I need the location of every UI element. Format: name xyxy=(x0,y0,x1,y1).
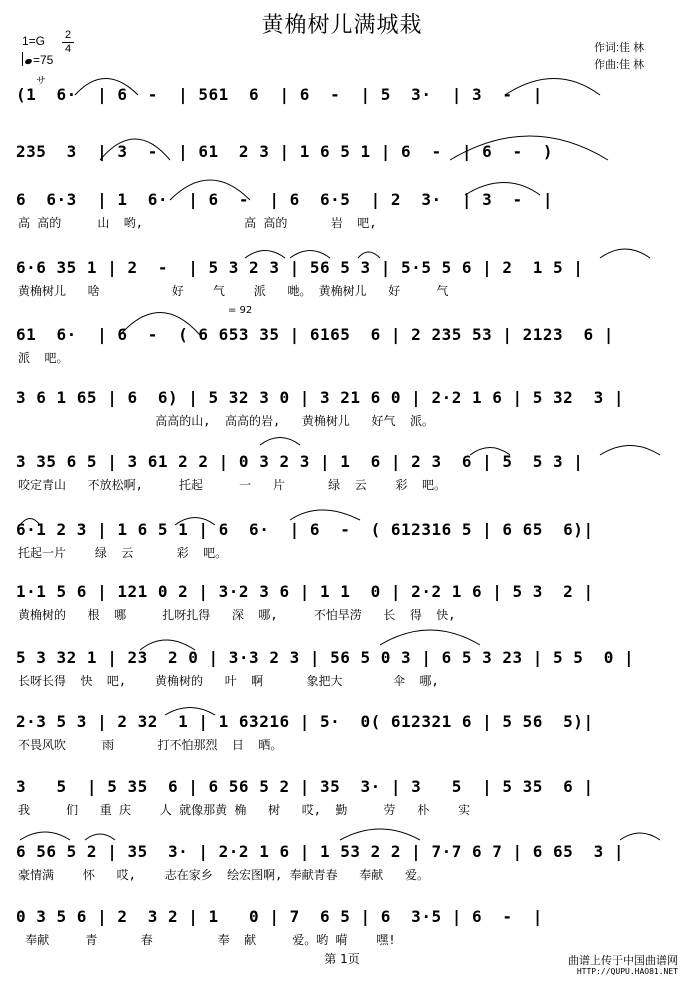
time-signature-top: 2 xyxy=(64,29,72,41)
lyric-line: 我 们 重 庆 人 就像那黄 桷 树 哎, 勤 劳 朴 实 xyxy=(18,803,471,817)
score-row xyxy=(0,85,684,145)
tempo-value: =75 xyxy=(33,53,54,67)
watermark-line1: 曲谱上传于中国曲谱网 xyxy=(568,954,678,967)
score-row xyxy=(0,388,684,448)
score-row xyxy=(0,777,684,837)
lyric-line: 托起一片 绿 云 彩 吧。 xyxy=(18,546,228,560)
score-row xyxy=(0,325,684,385)
lyric-line: 不畏风吹 雨 打不怕那烈 日 晒。 xyxy=(18,738,283,752)
note-line: 3 5 | 5 35 6 | 6 56 5 2 | 35 3· | 3 5 | 5 35 6 | xyxy=(16,777,594,796)
song-title: 黄桷树儿满城栽 xyxy=(261,13,423,38)
watermark-line2: HTTP://QUPU.HAO81.NET xyxy=(576,967,678,976)
note-line: 235 3 | 3 - | 61 2 3 | 1 6 5 1 | 6 - | 6 - ) xyxy=(16,142,554,161)
note-line: 0 3 5 6 | 2 3 2 | 1 0 | 7 6 5 | 6 3·5 | 6 - | xyxy=(16,907,543,926)
lyric-line: 奉献 青 春 奉 献 爱。哟 嗬 嘿! xyxy=(18,933,396,947)
note-line: 3 6 1 65 | 6 6) | 5 32 3 0 | 3 21 6 0 | 2·2 1 6 | 5 32 3 | xyxy=(16,388,624,407)
lyric-line: 高高的山, 高高的岩, 黄桷树儿 好气 派。 xyxy=(18,414,434,428)
slur xyxy=(600,249,650,258)
score-row xyxy=(0,712,684,772)
lyric-line: 长呀长得 快 吧, 黄桷树的 叶 啊 象把大 伞 哪, xyxy=(18,674,439,688)
lyric-line: 高 高的 山 哟, 高 高的 岩 吧, xyxy=(18,216,377,230)
score-row xyxy=(0,648,684,708)
note-line: 6·6 35 1 | 2 - | 5 3 2 3 | 56 5 3 | 5·5 5 6 | 2 1 5 | xyxy=(16,258,584,277)
key-signature: 1=G xyxy=(22,34,46,48)
note-line: 6·1 2 3 | 1 6 5 1 | 6 6· | 6 - ( 612316 5 | 6 65 6)| xyxy=(16,520,594,539)
score-row xyxy=(0,190,684,250)
note-line: 6 56 5 2 | 35 3· | 2·2 1 6 | 1 53 2 2 | 7·7 6 7 | 6 65 3 | xyxy=(16,842,624,861)
score-row xyxy=(0,842,684,902)
note-line: 3 35 6 5 | 3 61 2 2 | 0 3 2 3 | 1 6 | 2 3 6 | 5 5 3 | xyxy=(16,452,584,471)
lyricist: 作词:佳 林 xyxy=(594,42,645,54)
time-signature xyxy=(62,30,74,55)
note-line: 6 6·3 | 1 6· | 6 - | 6 6·5 | 2 3· | 3 - | xyxy=(16,190,554,209)
note-line: (1 6· | 6 - | 561 6 | 6 - | 5 3· | 3 - | xyxy=(16,85,543,104)
breath-mark: サ xyxy=(36,76,46,87)
note-line: 1·1 5 6 | 121 0 2 | 3·2 3 6 | 1 1 0 | 2·2 1 6 | 5 3 2 | xyxy=(16,582,594,601)
credits xyxy=(594,40,644,74)
score-row xyxy=(0,582,684,642)
note-line: 61 6· | 6 - ( 6 653 35 | 6165 6 | 2 235 53 | 2123 6 | xyxy=(16,325,614,344)
page-number: 第 1页 xyxy=(324,952,360,966)
score-row xyxy=(0,452,684,512)
lyric-line: 派 吧。 xyxy=(18,351,69,365)
tempo-change: = 92 xyxy=(228,305,253,316)
tempo-marking xyxy=(24,52,53,67)
note-line: 5 3 32 1 | 23 2 0 | 3·3 2 3 | 56 5 0 3 | 6 5 3 23 | 5 5 0 | xyxy=(16,648,635,667)
composer: 作曲:佳 林 xyxy=(594,59,645,71)
lyric-line: 黄桷树儿 啥 好 气 派 哋。 黄桷树儿 好 气 xyxy=(18,284,449,298)
slur xyxy=(290,251,330,259)
note-line: 2·3 5 3 | 2 32 1 | 1 63216 | 5· 0( 612321 6 | 5 56 5)| xyxy=(16,712,594,731)
time-signature-bottom: 4 xyxy=(64,43,72,55)
score-row xyxy=(0,520,684,580)
lyric-line: 黄桷树的 根 哪 扎呀扎得 深 哪, 不怕旱涝 长 得 快, xyxy=(18,608,456,622)
score-row xyxy=(0,258,684,318)
note-head-icon xyxy=(24,58,32,65)
lyric-line: 豪情满 怀 哎, 志在家乡 绘宏图啊, 奉献青春 奉献 爱。 xyxy=(18,868,429,882)
lyric-line: 咬定青山 不放松啊, 托起 一 片 绿 云 彩 吧。 xyxy=(18,478,446,492)
quarter-note-icon xyxy=(22,52,23,66)
slur xyxy=(245,251,285,259)
